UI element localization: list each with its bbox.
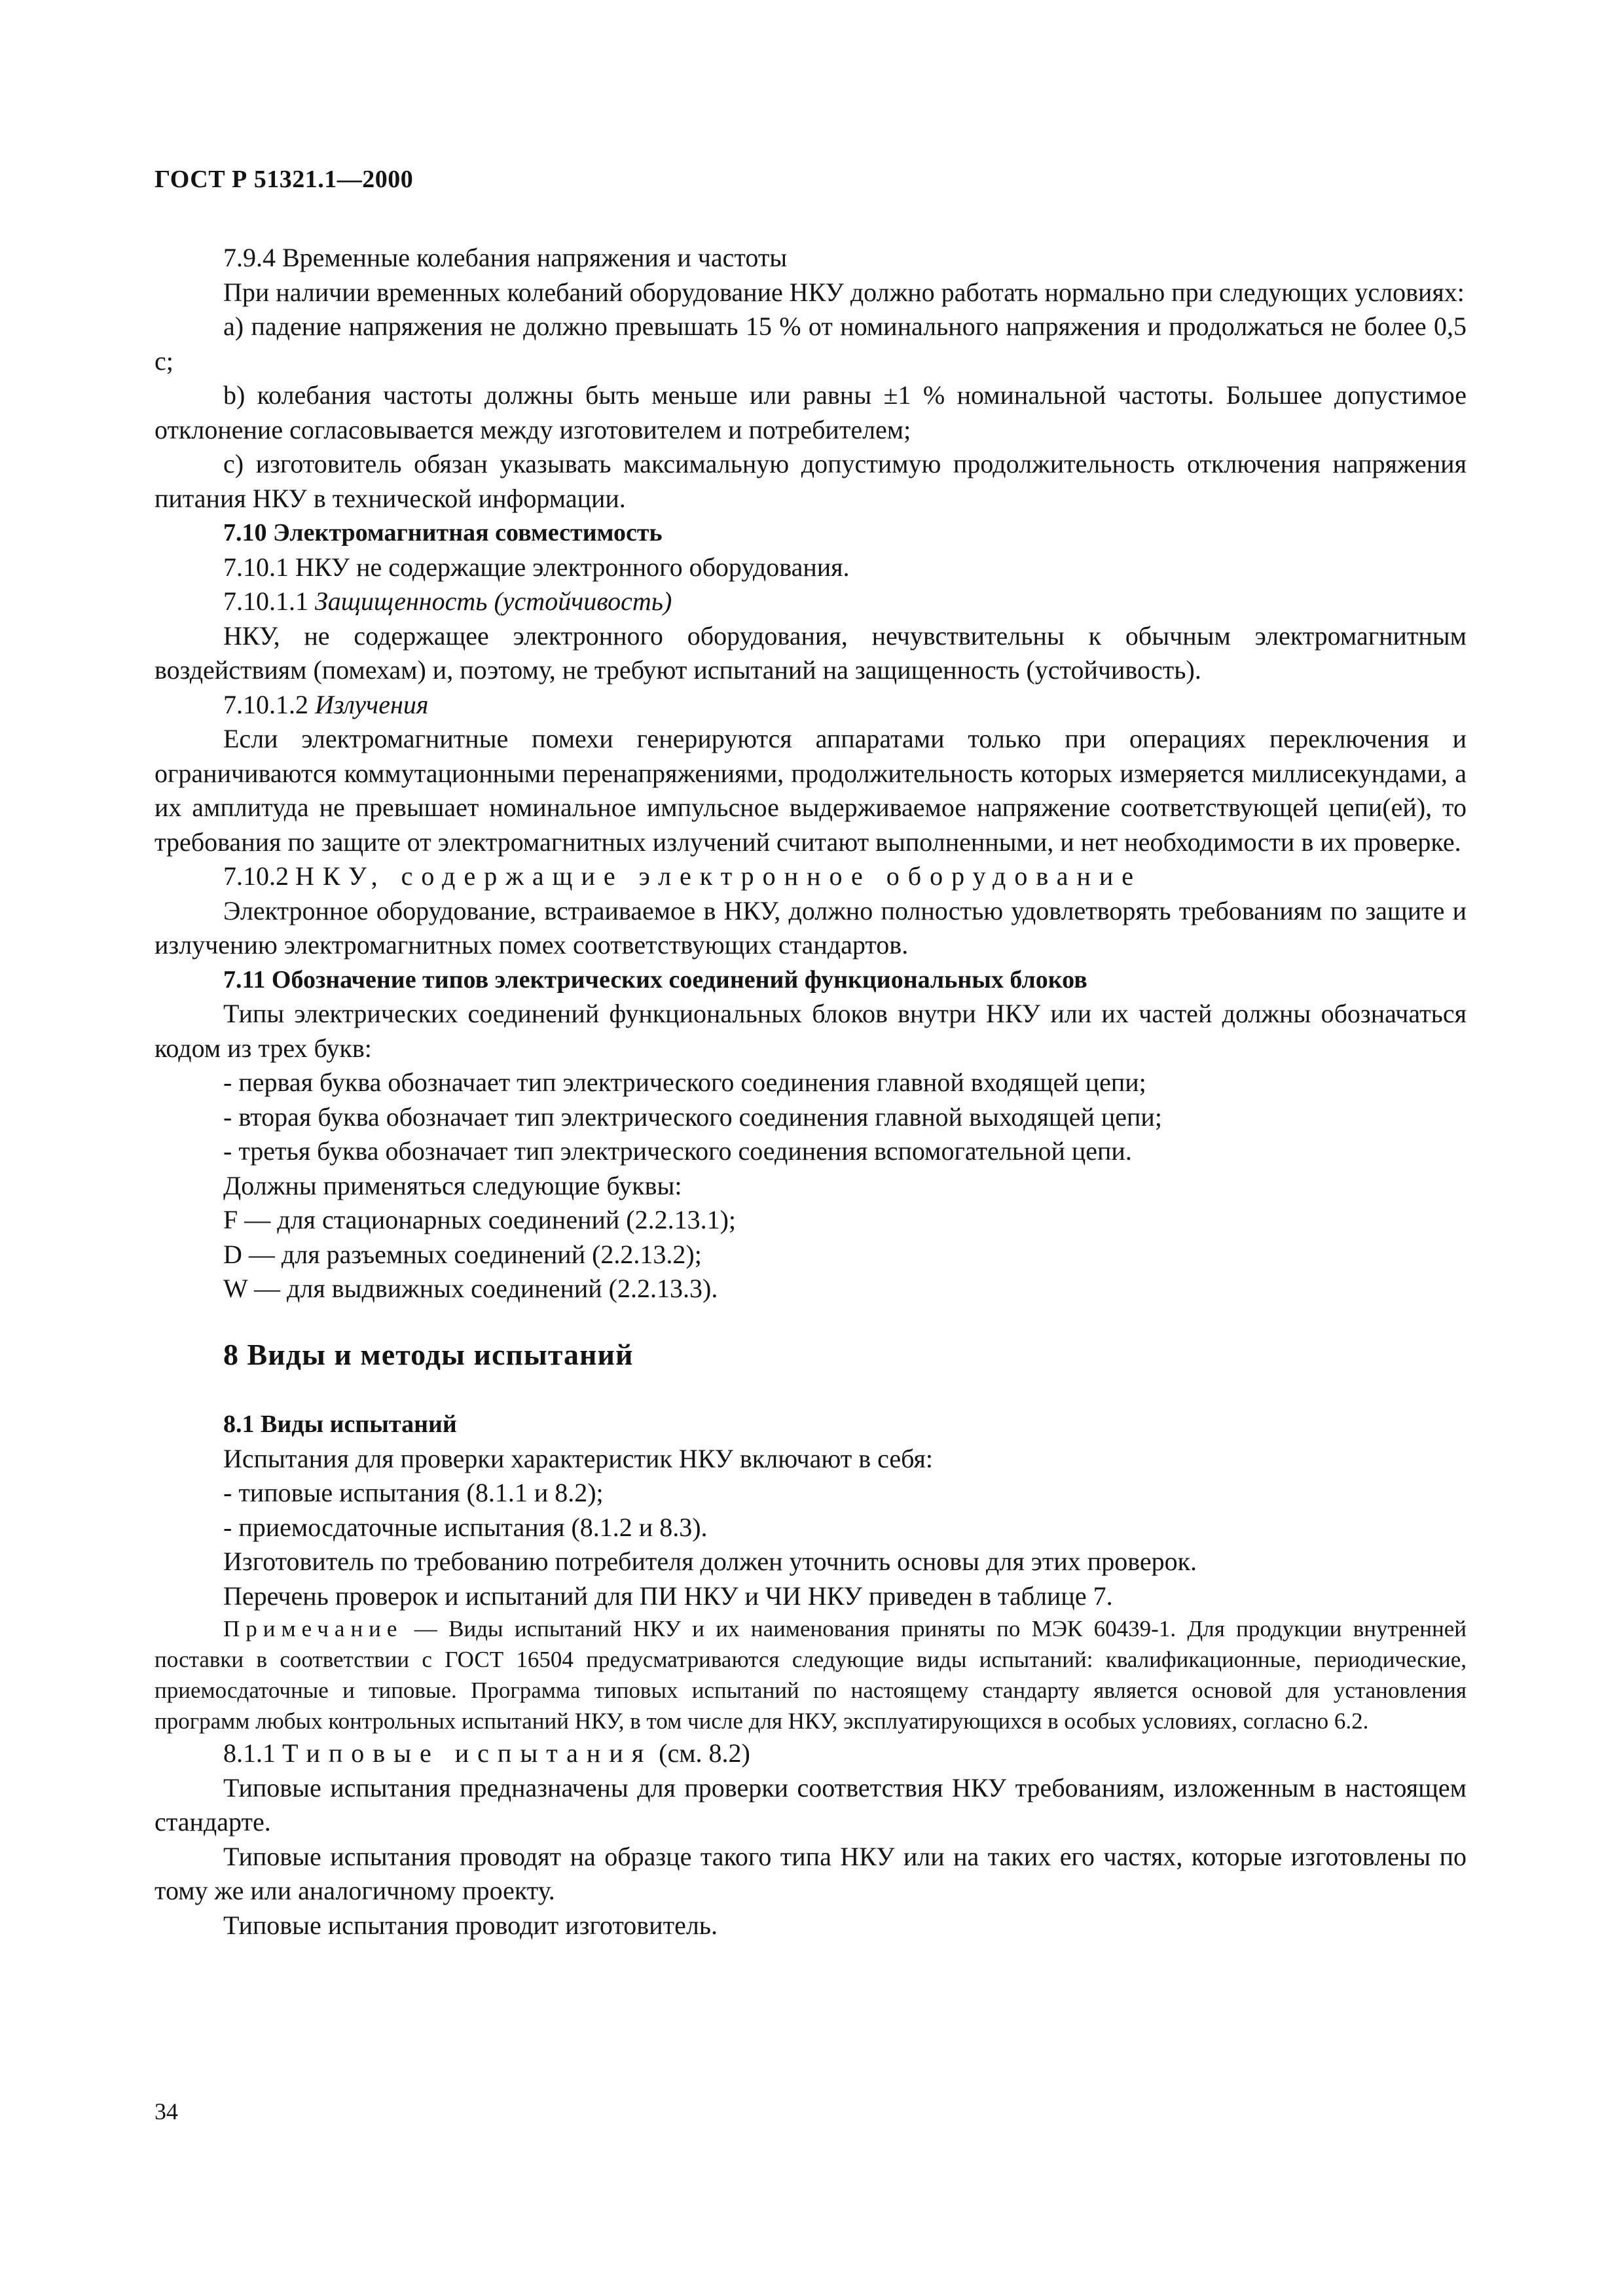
- list-item: - вторая буква обозначает тип электрического соединения главной выходящей цепи;: [223, 1102, 1162, 1132]
- chapter-heading: 8 Виды и методы испытаний: [223, 1337, 634, 1371]
- page-number: 34: [155, 2098, 178, 2125]
- paragraph: Типовые испытания предназначены для проверки соответствия НКУ требованиям, изложенным в настоящем стандарте.: [155, 1772, 1467, 1837]
- list-item: с) изготовитель обязан указывать максимальную допустимую продолжительность отключения напряжения питания НКУ в технической информации.: [155, 449, 1467, 513]
- list-item: - третья буква обозначает тип электрического соединения вспомогательной цепи.: [223, 1136, 1132, 1166]
- section-heading: 7.10 Электромагнитная совместимость: [223, 519, 663, 547]
- paragraph: НКУ, не содержащее электронного оборудования, нечувствительны к обычным электромагнитным воздействиям (помехам) и, поэтому, не требуют испытаний на защищенность (устойчивость).: [155, 620, 1467, 685]
- document-code-header: ГОСТ Р 51321.1—2000: [155, 166, 414, 193]
- subsection-heading: 7.10.1.2 Излучения: [223, 689, 429, 719]
- list-item: F — для стационарных соединений (2.2.13.1);: [223, 1205, 737, 1234]
- paragraph: 7.9.4 Временные колебания напряжения и частоты: [223, 243, 788, 272]
- paragraph: Типы электрических соединений функциональных блоков внутри НКУ или их частей должны обозначаться кодом из трех букв:: [155, 999, 1467, 1063]
- paragraph: При наличии временных колебаний оборудование НКУ должно работать нормально при следующих условиях:: [223, 277, 1465, 307]
- paragraph: Электронное оборудование, встраиваемое в НКУ, должно полностью удовлетворять требованиям по защите и излучению электромагнитных помех соответствующих стандартов.: [155, 895, 1467, 960]
- list-item: - приемосдаточные испытания (8.1.2 и 8.3).: [223, 1512, 708, 1542]
- section-heading: 8.1 Виды испытаний: [223, 1410, 457, 1438]
- subsection-heading: 7.10.2 НКУ, содержащие электронное оборудование: [223, 861, 1142, 891]
- paragraph: Изготовитель по требованию потребителя должен уточнить основы для этих проверок.: [223, 1547, 1197, 1576]
- paragraph: Должны применяться следующие буквы:: [223, 1170, 682, 1200]
- list-item: D — для разъемных соединений (2.2.13.2);: [223, 1239, 702, 1269]
- document-body: [155, 241, 1467, 1943]
- subsection-heading: 7.10.1.1 Защищенность (устойчивость): [223, 586, 672, 616]
- list-item: - первая буква обозначает тип электрического соединения главной входящей цепи;: [223, 1067, 1146, 1097]
- paragraph: Типовые испытания проводят на образце такого типа НКУ или на таких его частях, которые изготовлены по тому же или аналогичному проекту.: [155, 1841, 1467, 1905]
- paragraph: Перечень проверок и испытаний для ПИ НКУ и ЧИ НКУ приведен в таблице 7.: [223, 1581, 1113, 1611]
- section-heading: 7.11 Обозначение типов электрических соединений функциональных блоков: [223, 965, 1087, 994]
- paragraph: Если электромагнитные помехи генерируются аппаратами только при операциях переключения и ограничиваются коммутационными перенапряжениями, продолжительность которых измеряется миллисекундами, а их амплитуда не превышает номинальное импульсное выдерживаемое напряжение соответствующей цепи(ей), то требования по защите от электромагнитных излучений считают выполненными, и нет необходимости в их проверке.: [155, 724, 1467, 857]
- subsection-heading: 8.1.1 Типовые испытания (см. 8.2): [223, 1738, 750, 1768]
- list-item: W — для выдвижных соединений (2.2.13.3).: [223, 1274, 718, 1303]
- list-item: - типовые испытания (8.1.1 и 8.2);: [223, 1478, 604, 1507]
- paragraph: Испытания для проверки характеристик НКУ включают в себя:: [223, 1443, 934, 1473]
- paragraph: 7.10.1 НКУ не содержащие электронного оборудования.: [223, 552, 850, 582]
- list-item: b) колебания частоты должны быть меньше или равны ±1 % номинальной частоты. Большее допустимое отклонение согласовывается между изготовителем и потребителем;: [155, 380, 1467, 444]
- list-item: а) падение напряжения не должно превышать 15 % от номинального напряжения и продолжаться не более 0,5 с;: [155, 312, 1467, 376]
- paragraph: Типовые испытания проводит изготовитель.: [223, 1910, 718, 1940]
- note: Примечание — Виды испытаний НКУ и их наименования приняты по МЭК 60439-1. Для продукции внутренней поставки в соответствии с ГОСТ 16504 предусматриваются следующие виды испытаний: квалификационные, периодические, приемосдаточные и типовые. Программа типовых испытаний по настоящему стандарту является основой для установления программ любых контрольных испытаний НКУ, в том числе для НКУ, эксплуатирующихся в особых условиях, согласно 6.2.: [155, 1616, 1467, 1734]
